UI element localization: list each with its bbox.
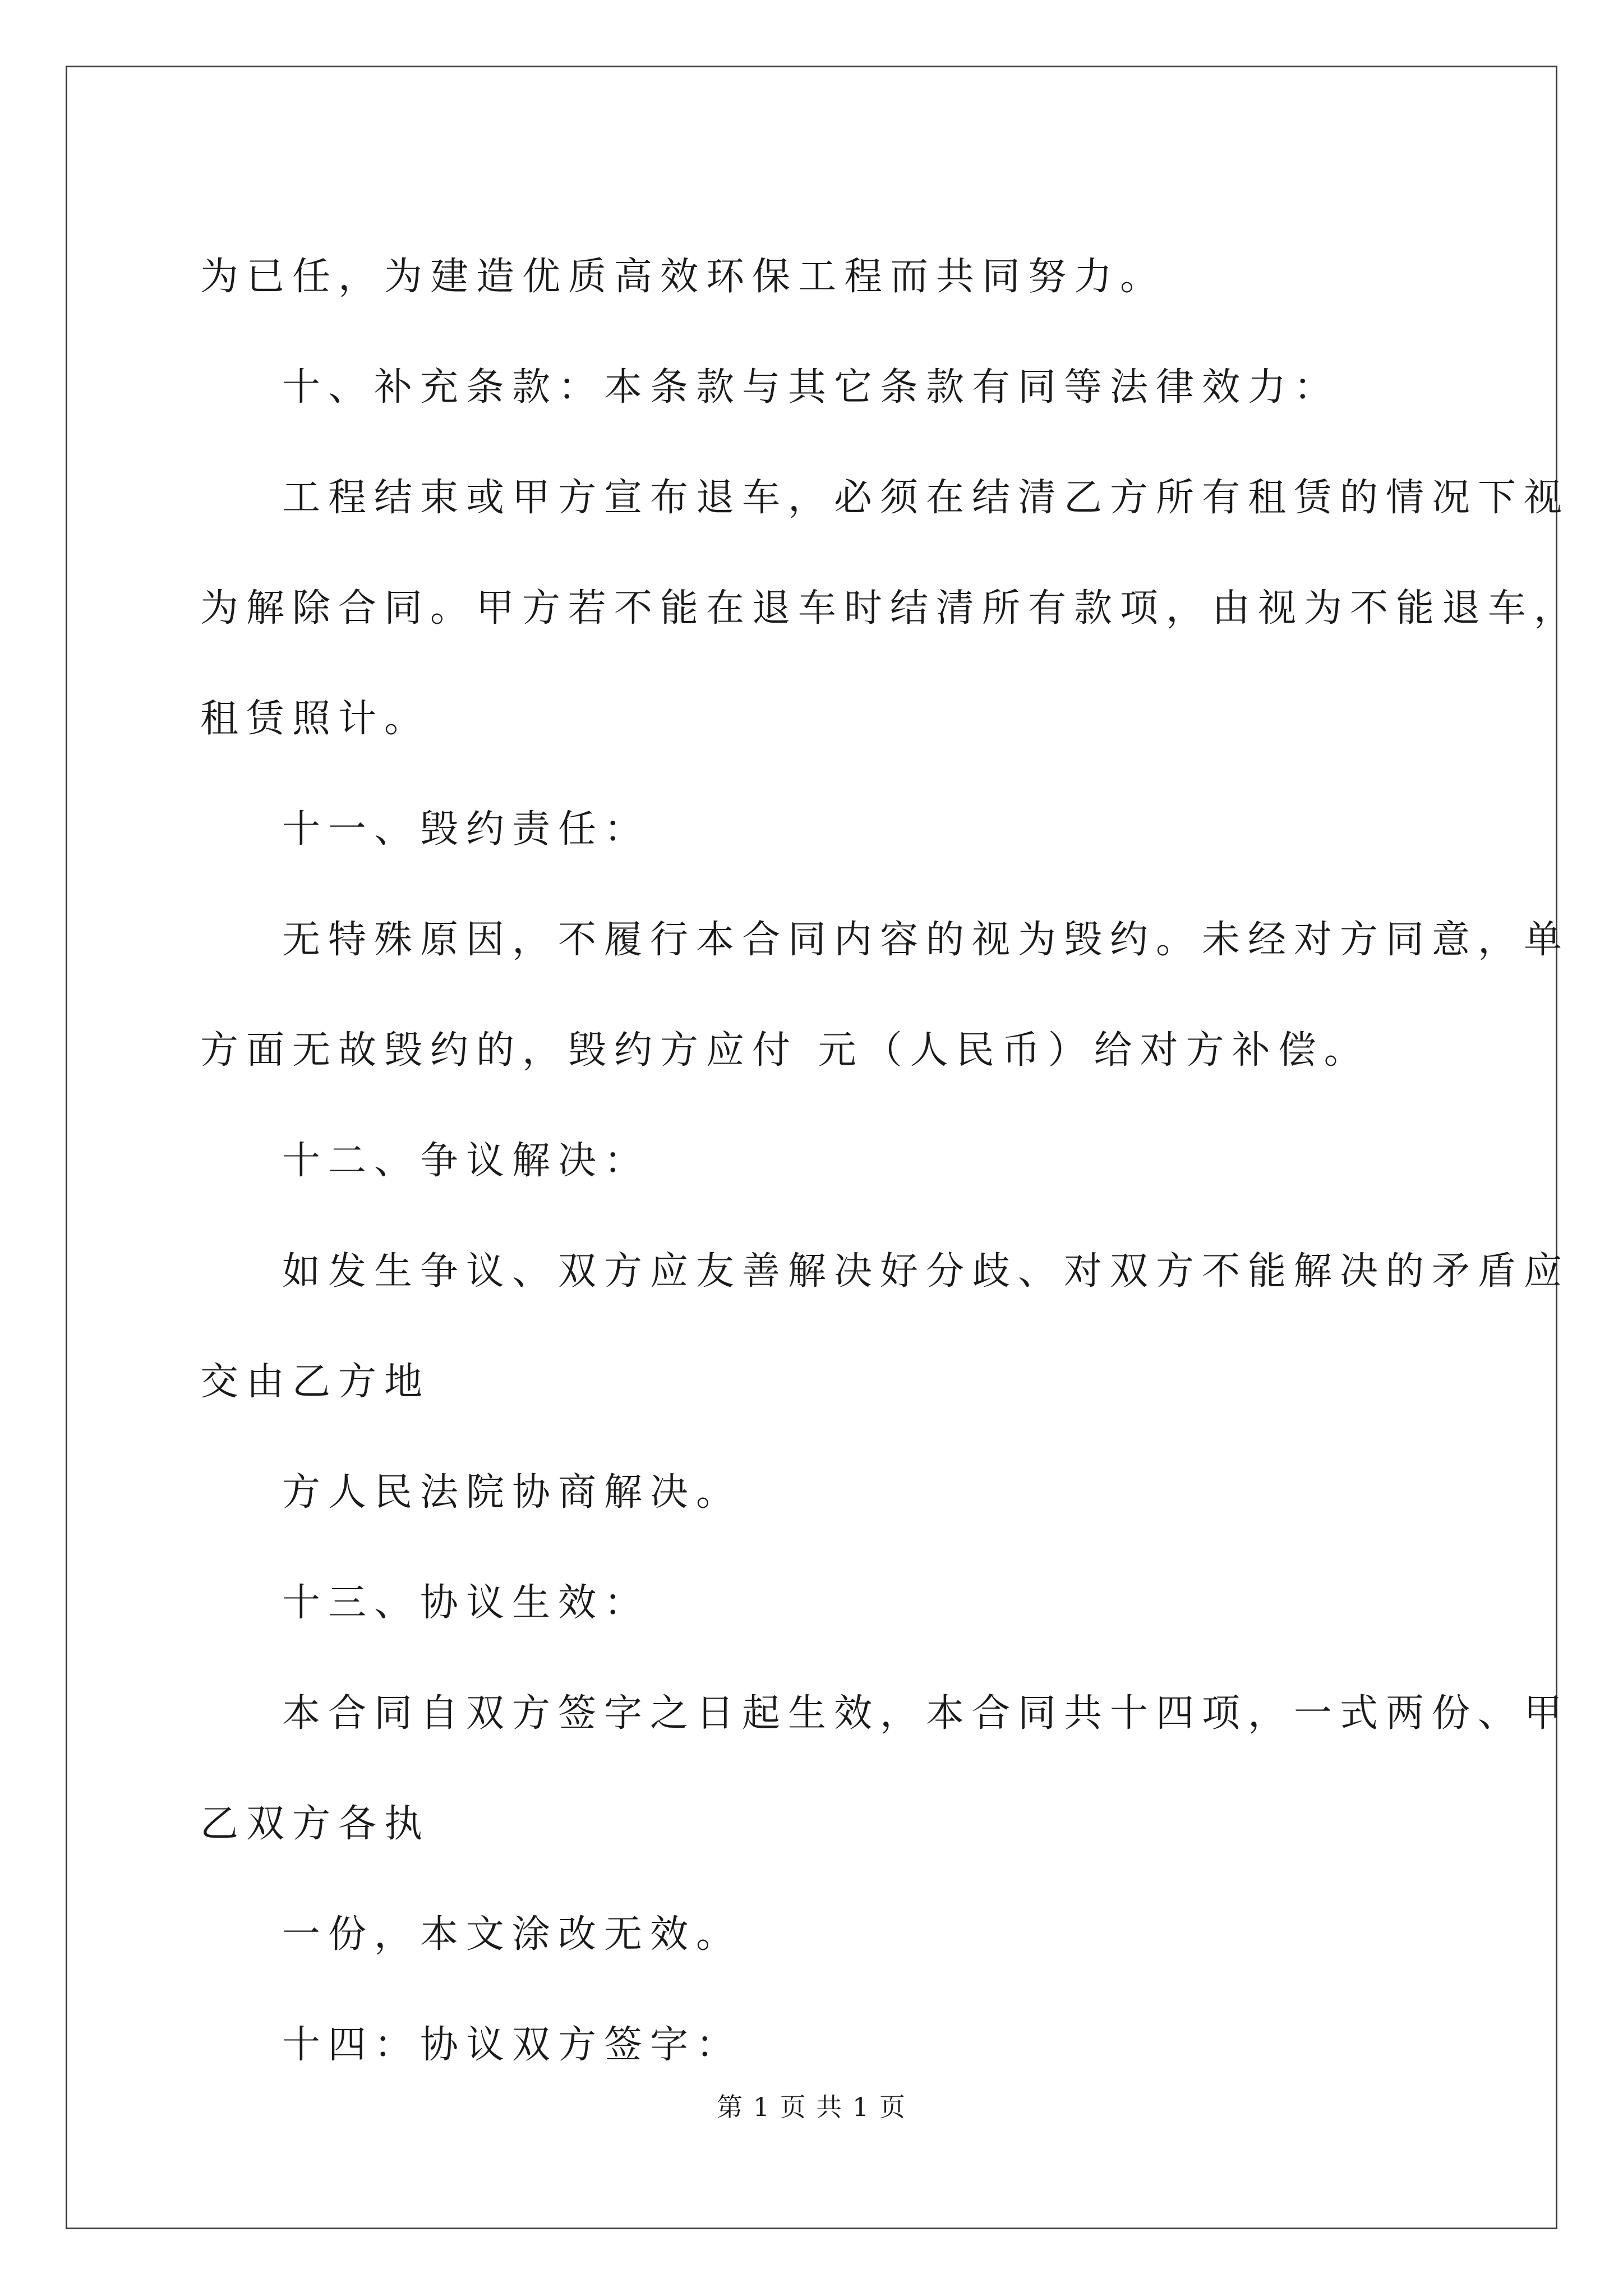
section-heading-agreement-effective: 十三、协议生效：	[282, 1581, 651, 1625]
paragraph-line: 一份，本文涂改无效。	[282, 1912, 743, 1957]
section-heading-dispute-resolution: 十二、争议解决：	[282, 1139, 651, 1183]
section-heading-breach-liability: 十一、毁约责任：	[282, 807, 651, 852]
paragraph-line: 交由乙方地	[200, 1360, 431, 1404]
section-heading-supplementary-terms: 十、补充条款：本条款与其它条款有同等法律效力：	[282, 365, 1340, 409]
page-number-footer: 第 1 页 共 1 页	[717, 2092, 906, 2122]
paragraph-line: 工程结束或甲方宣布退车，必须在结清乙方所有租赁的情况下视	[282, 476, 1570, 520]
paragraph-line: 租赁照计。	[200, 697, 431, 741]
paragraph-line: 为已任，为建造优质高效环保工程而共同努力。	[200, 255, 1166, 299]
paragraph-line: 方面无故毁约的，毁约方应付 元（人民币）给对方补偿。	[200, 1028, 1370, 1073]
paragraph-line: 如发生争议、双方应友善解决好分歧、对双方不能解决的矛盾应	[282, 1249, 1570, 1294]
paragraph-line: 本合同自双方签字之日起生效，本合同共十四项，一式两份、甲	[282, 1691, 1570, 1736]
section-heading-signatures: 十四：协议双方签字：	[282, 2023, 743, 2067]
paragraph-line: 方人民法院协商解决。	[282, 1470, 743, 1515]
paragraph-line: 为解除合同。甲方若不能在退车时结清所有款项，由视为不能退车，	[200, 586, 1580, 631]
paragraph-line: 无特殊原因，不履行本合同内容的视为毁约。未经对方同意，单	[282, 918, 1570, 962]
paragraph-line: 乙双方各执	[200, 1802, 431, 1846]
document-body	[200, 222, 1580, 2100]
